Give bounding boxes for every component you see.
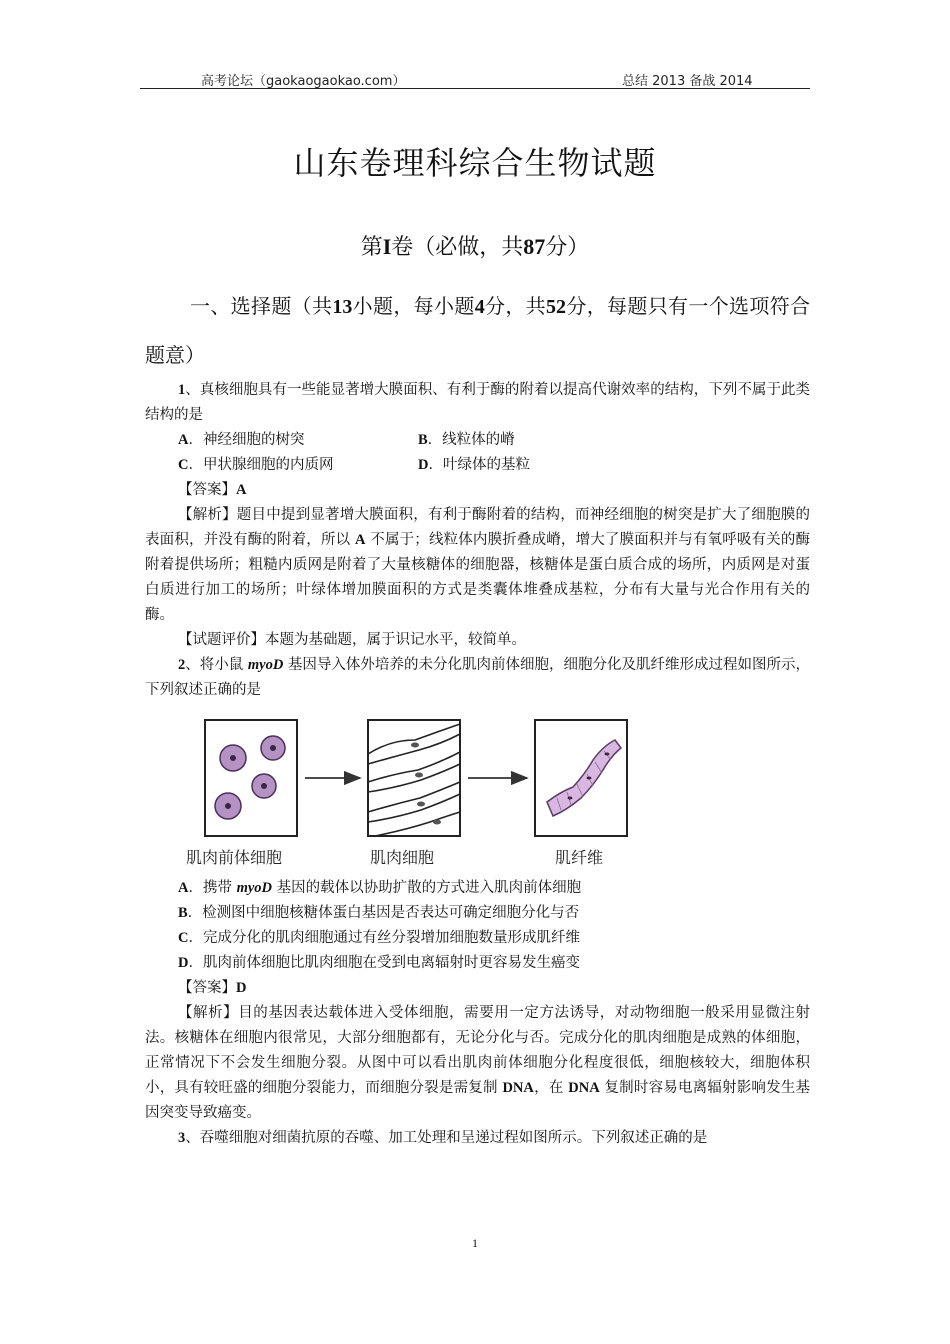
- muscle-cells-panel: [368, 720, 460, 836]
- question-2-analysis: 【解析】目的基因表达载体进入受体细胞，需要用一定方法诱导，对动物细胞一般采用显微注射法。核糖体在细胞内很常见，大部分细胞都有，无论分化与否。完成分化的肌肉细胞是成熟的体细胞，正常情况下不会发生细胞分裂。从图中可以看出肌肉前体细胞分化程度很低，细胞核较大，细胞体积小，具有较旺盛的细胞分裂能力，而细胞分裂是需复制 DNA，在 DNA 复制时容易电离辐射影响发生基因突变导致癌变。: [145, 1005, 811, 1121]
- figure-label-muscle-cell: 肌肉细胞: [370, 848, 435, 867]
- page-number: 1: [472, 1236, 478, 1250]
- question-1-analysis: 【解析】题目中提到显著增大膜面积，有利于酶附着的结构，而神经细胞的树突是扩大了细胞膜的表面积，并没有酶的附着，所以 A 不属于；线粒体内膜折叠成嵴，增大了膜面积并与有氧呼吸有关的酶附着提供场所；粗糙内质网是附着了大量核糖体的细胞器，核糖体是蛋白质合成的场所，内质网是对蛋白质进行加工的场所；叶绿体增加膜面积的方式是类囊体堆叠成基粒，分布有大量与光合作用有关的酶。: [145, 507, 811, 623]
- figure-label-muscle-fiber: 肌纤维: [555, 848, 604, 867]
- header-site-name: 高考论坛（gaokaogaokao.com）: [201, 74, 406, 89]
- question-3-stem: 3、吞噬细胞对细菌抗原的吞噬、加工处理和呈递过程如图所示。下列叙述正确的是: [178, 1130, 708, 1146]
- header-tagline: 总结 2013 备战 2014: [622, 74, 753, 89]
- precursor-cells-panel: [205, 720, 297, 836]
- question-2-option-b: B．检测图中细胞核糖体蛋白基因是否表达可确定细胞分化与否: [178, 905, 580, 921]
- question-2-option-d: D．肌肉前体细胞比肌肉细胞在受到电离辐射时更容易发生癌变: [178, 955, 580, 971]
- question-1-stem: 1、真核细胞具有一些能显著增大膜面积、有利于酶的附着以提高代谢效率的结构，下列不属于此类结构的是: [145, 382, 810, 423]
- question-1-option-d: D．叶绿体的基粒: [418, 457, 530, 473]
- figure-label-precursor: 肌肉前体细胞: [186, 848, 283, 867]
- question-1-answer: 【答案】A: [178, 482, 247, 498]
- header-rule: [140, 88, 810, 89]
- question-1-evaluation: 【试题评价】本题为基础题，属于识记水平，较简单。: [178, 632, 526, 648]
- muscle-fiber-panel: [535, 720, 627, 836]
- question-1-option-b: B．线粒体的嵴: [418, 432, 515, 448]
- choice-section-intro: 一、选择题（共13小题，每小题4分，共52分，每题只有一个选项符合题意）: [145, 294, 811, 367]
- question-2-option-a: A．携带 myoD 基因的载体以协助扩散的方式进入肌肉前体细胞: [178, 880, 582, 896]
- question-2-answer: 【答案】D: [178, 980, 247, 996]
- question-2-stem: 2、将小鼠 myoD 基因导入体外培养的未分化肌肉前体细胞，细胞分化及肌纤维形成过程如图所示，下列叙述正确的是: [145, 657, 810, 698]
- question-2-option-c: C．完成分化的肌肉细胞通过有丝分裂增加细胞数量形成肌纤维: [178, 930, 580, 946]
- section-heading: 第I卷（必做，共87分）: [360, 234, 590, 260]
- page-title: 山东卷理科综合生物试题: [293, 144, 657, 182]
- question-1-option-c: C．甲状腺细胞的内质网: [178, 457, 334, 473]
- question-1-option-a: A．神经细胞的树突: [178, 432, 305, 448]
